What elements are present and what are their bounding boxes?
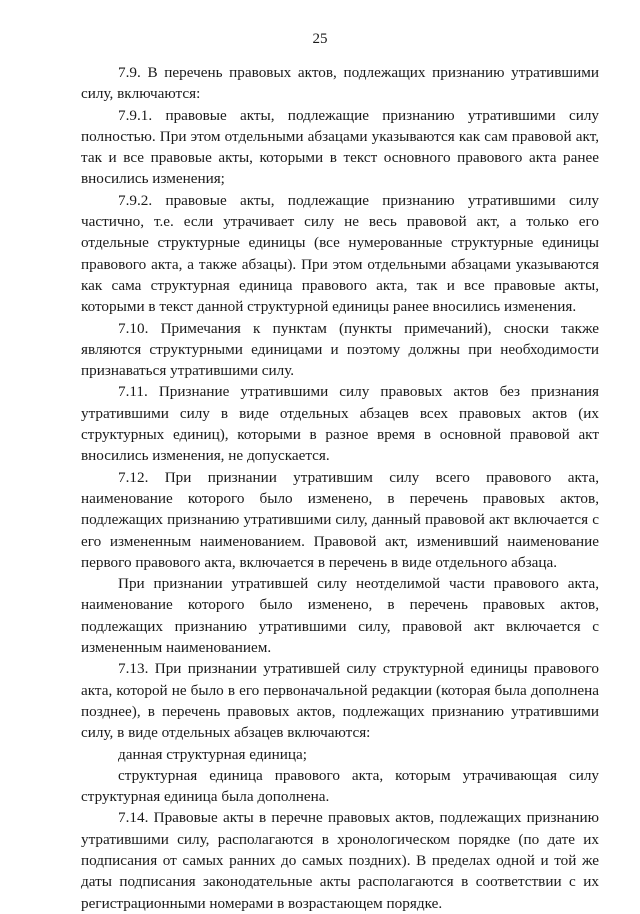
paragraph-7-9-1: 7.9.1. правовые акты, подлежащие признанию утратившими силу полностью. При этом отдельными абзацами указываются как сам правовой акт, так и все правовые акты, которыми в текст основного правового акта ранее вносились изменения; bbox=[81, 106, 599, 188]
paragraph-7-12-continued: При признании утратившей силу неотделимой части правового акта, наименование которого было изменено, в перечень правовых актов, подлежащих признанию утратившими силу, правовой акт включается с измененным наименованием. bbox=[81, 575, 599, 657]
paragraph-7-10: 7.10. Примечания к пунктам (пункты примечаний), сноски также являются структурными единицами и поэтому должны при необходимости признаваться утратившими силу. bbox=[81, 319, 599, 380]
paragraph-7-14: 7.14. Правовые акты в перечне правовых актов, подлежащих признанию утратившими силу, располагаются в хронологическом порядке (по дате их подписания от самых ранних до самых поздних). В пределах одной и той же даты подписания законодательные акты располагаются в соответствии с их регистрационными номерами в возрастающем порядке. bbox=[81, 809, 599, 912]
paragraph-7-13-item-1: данная структурная единица; bbox=[118, 745, 307, 763]
paragraph-7-12: 7.12. При признании утратившим силу всего правового акта, наименование которого было изменено, в перечень правовых актов, подлежащих признанию утратившими силу, данный правовой акт включается с его измененным наименованием. Правовой акт, изменивший наименование первого правового акта, включается в перечень в виде отдельного абзаца. bbox=[81, 468, 599, 571]
paragraph-7-13: 7.13. При признании утратившей силу структурной единицы правового акта, которой не было в его первоначальной редакции (которая была дополнена позднее), в перечень правовых актов, подлежащих признанию утратившими силу, в виде отдельных абзацев включаются: bbox=[81, 660, 599, 742]
paragraph-7-9-2: 7.9.2. правовые акты, подлежащие признанию утратившими силу частично, т.е. если утрачивает силу не весь правовой акт, а только его отдельные структурные единицы (все нумерованные структурные единицы правового акта, а также абзацы). При этом отдельными абзацами указываются как сама структурная единица правового акта, так и все правовые акты, которыми в текст данной структурной единицы ранее вносились изменения. bbox=[81, 191, 599, 316]
paragraph-7-11: 7.11. Признание утратившими силу правовых актов без признания утратившими силу в виде отдельных абзацев всех правовых актов (их структурных единиц), которыми в разное время в основной правовой акт вносились изменения, не допускается. bbox=[81, 383, 599, 465]
paragraph-7-13-item-2: структурная единица правового акта, которым утрачивающая силу структурная единица была дополнена. bbox=[81, 766, 599, 806]
paragraph-7-9: 7.9. В перечень правовых актов, подлежащих признанию утратившими силу, включаются: bbox=[81, 64, 599, 103]
page-number: 25 bbox=[312, 31, 328, 47]
document-body bbox=[81, 62, 599, 914]
